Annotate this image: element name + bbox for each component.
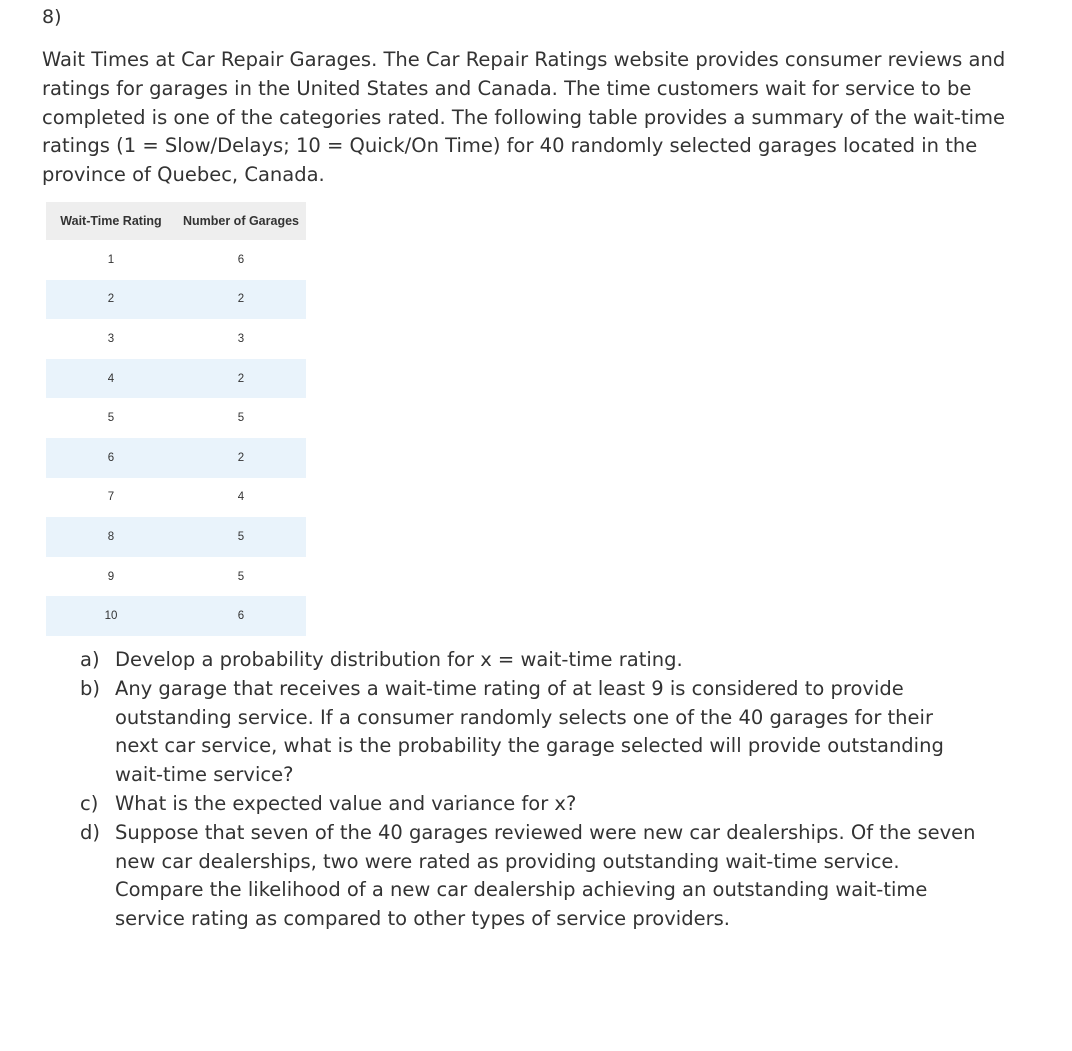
table-row	[46, 596, 306, 636]
table-row	[46, 557, 306, 597]
question-item	[80, 675, 980, 790]
rating-cell: 5	[107, 412, 115, 425]
wait-time-table	[46, 202, 306, 636]
question-text: Develop a probability distribution for x = wait-time rating.	[115, 648, 683, 671]
garage-count-cell: 2	[176, 438, 306, 478]
table-row	[46, 359, 306, 399]
table-row	[46, 478, 306, 518]
garage-count-cell: 3	[237, 332, 245, 345]
garage-count-cell: 4	[237, 491, 245, 504]
table-row	[46, 398, 306, 438]
rating-cell: 6	[46, 438, 176, 478]
table-body	[46, 240, 306, 636]
garage-count-cell: 6	[176, 596, 306, 636]
garage-count-cell: 5	[237, 412, 245, 425]
rating-cell: 3	[107, 332, 115, 345]
question-marker: c)	[80, 791, 99, 815]
question-marker: d)	[80, 820, 100, 844]
header-wait-time-rating: Wait-Time Rating	[46, 202, 176, 240]
garage-count-cell: 5	[176, 517, 306, 557]
table-row	[46, 517, 306, 557]
garage-count-cell: 2	[176, 280, 306, 320]
question-marker: a)	[80, 648, 100, 671]
question-text: Suppose that seven of the 40 garages reviewed were new car dealerships. Of the seven new car dealerships, two were rated as providing outstanding wait-time service. Compare the likelihood of a new car dealership achieving an outstanding wait-time service rating as compared to other types of service providers.	[115, 820, 976, 931]
rating-cell: 7	[107, 491, 115, 504]
table-row	[46, 319, 306, 359]
question-marker: b)	[80, 676, 100, 700]
garage-count-cell: 2	[176, 359, 306, 399]
table-header-row	[46, 202, 306, 240]
table-row	[46, 438, 306, 478]
table-row	[46, 240, 306, 280]
question-number: 8)	[42, 6, 62, 28]
rating-cell: 9	[107, 570, 115, 583]
garage-count-cell: 5	[237, 570, 245, 583]
rating-cell: 10	[46, 596, 176, 636]
garage-count-cell: 6	[237, 253, 245, 266]
rating-cell: 8	[46, 517, 176, 557]
rating-cell: 2	[46, 280, 176, 320]
question-item	[80, 819, 980, 934]
problem-statement: Wait Times at Car Repair Garages. The Car Repair Ratings website provides consumer reviews and ratings for garages in the United States and Canada. The time customers wait for service to be completed is one of the categories rated. The following table provides a summary of the wait-time ratings (1 = Slow/Delays; 10 = Quick/On Time) for 40 randomly selected garages located in the province of Quebec, Canada.	[42, 48, 1006, 187]
question-item	[80, 790, 980, 819]
header-number-of-garages: Number of Garages	[176, 202, 306, 240]
rating-cell: 1	[107, 253, 115, 266]
question-text: Any garage that receives a wait-time rating of at least 9 is considered to provide outstanding service. If a consumer randomly selects one of the 40 garages for their next car service, what is the probability the garage selected will provide outstanding wait-time service?	[115, 676, 944, 787]
table-row	[46, 280, 306, 320]
question-text: What is the expected value and variance for x?	[115, 791, 577, 815]
question-list	[80, 646, 980, 934]
question-item	[80, 646, 980, 675]
rating-cell: 4	[46, 359, 176, 399]
